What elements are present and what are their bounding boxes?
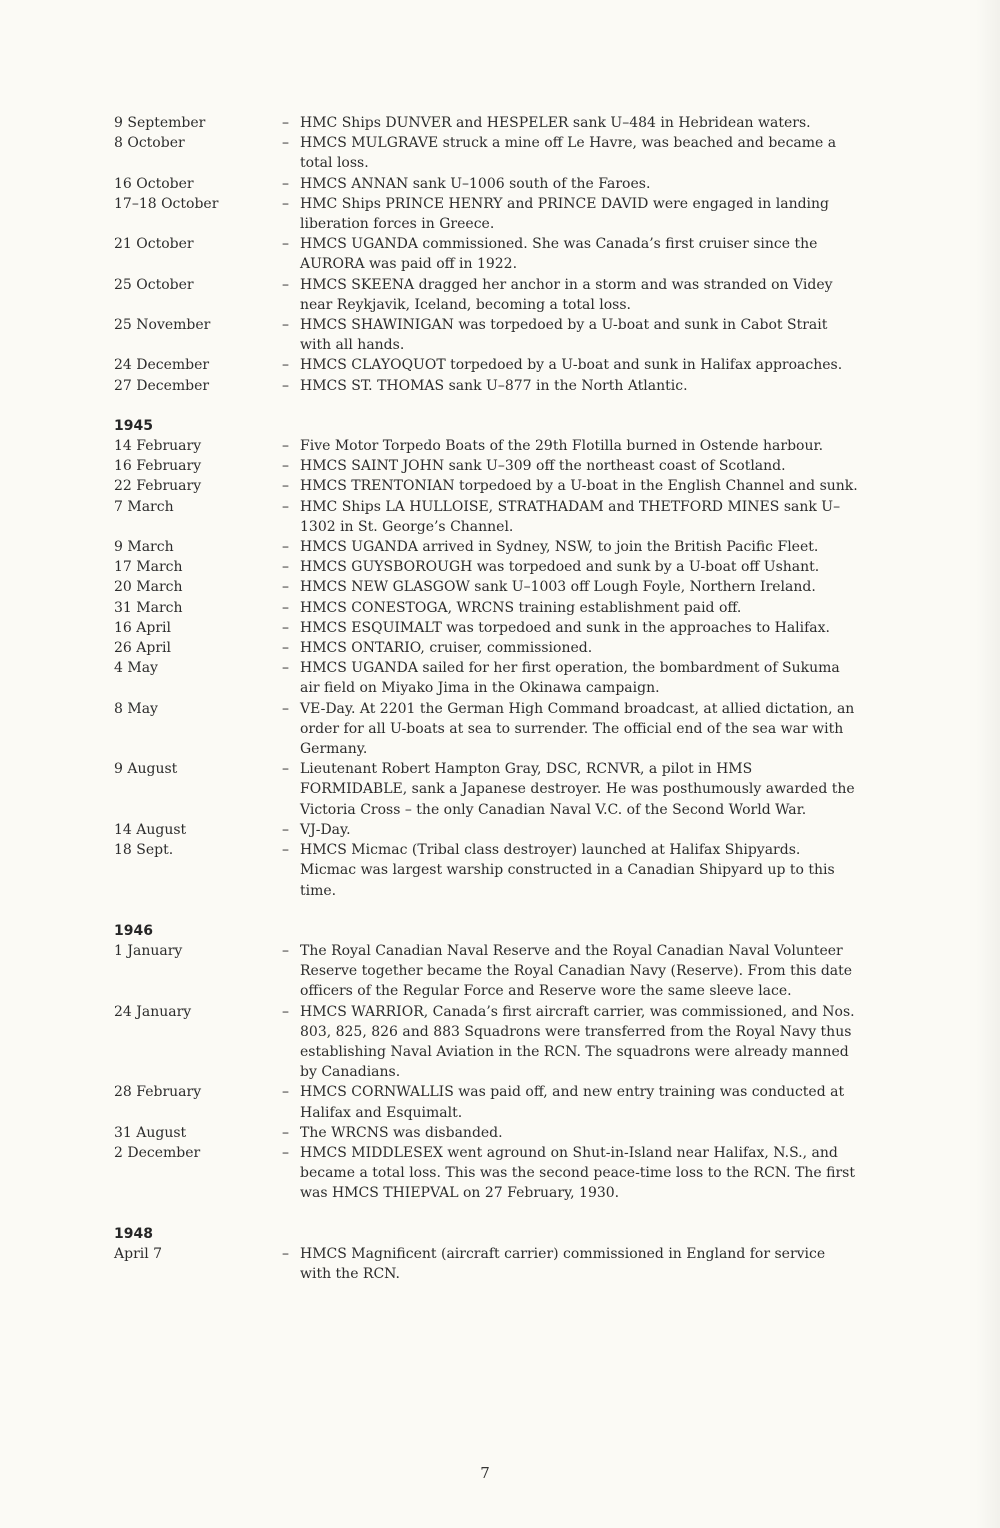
entry-date: 24 January — [114, 1003, 192, 1020]
entry-text: HMCS ESQUIMALT was torpedoed and sunk in the approaches to Halifax. — [300, 619, 831, 636]
entry-dash: – — [282, 1245, 289, 1262]
chronology-entry — [114, 113, 859, 133]
entry-date: 9 March — [114, 539, 174, 556]
entry-dash: – — [282, 660, 289, 677]
entry-date: 17 March — [114, 559, 183, 576]
entry-text: HMCS TRENTONIAN torpedoed by a U-boat in the English Channel and sunk. — [300, 478, 858, 495]
entry-text: HMCS Magnificent (aircraft carrier) commissioned in England for service with the RCN. — [300, 1245, 826, 1282]
entry-date: 27 December — [114, 377, 210, 394]
entry-text: HMCS MIDDLESEX went aground on Shut-in-Island near Halifax, N.S., and became a total loss. This was the second peace-time loss to the RCN. The first was HMCS THIEPVAL on 27 February, 1930. — [300, 1144, 855, 1202]
entry-description — [282, 1244, 859, 1284]
chronology-entry — [114, 598, 859, 618]
entry-description — [282, 234, 859, 274]
chronology-entry — [114, 497, 859, 537]
entry-text: HMCS GUYSBOROUGH was torpedoed and sunk by a U-boat off Ushant. — [300, 559, 820, 576]
entry-text: HMC Ships LA HULLOISE, STRATHADAM and THETFORD MINES sank U–1302 in St. George’s Channel. — [300, 498, 841, 535]
chronology-entry — [114, 315, 859, 355]
entry-description — [282, 436, 859, 456]
chronology-entry — [114, 759, 859, 820]
year-heading: 1948 — [114, 1225, 153, 1242]
chronology-entry — [114, 376, 859, 396]
chronology-entry — [114, 456, 859, 476]
entry-dash: – — [282, 599, 289, 616]
chronology-entry — [114, 941, 859, 1002]
entry-text: HMCS ST. THOMAS sank U–877 in the North Atlantic. — [300, 377, 688, 394]
chronology-entry — [114, 820, 859, 840]
entry-description — [282, 376, 859, 396]
entry-text: HMCS CORNWALLIS was paid off, and new entry training was conducted at Halifax and Esquimalt. — [300, 1084, 845, 1121]
entry-text: HMCS UGANDA commissioned. She was Canada’s first cruiser since the AURORA was paid off in 1922. — [300, 236, 818, 273]
entry-date: 1 January — [114, 942, 183, 959]
entry-text: HMCS ONTARIO, cruiser, commissioned. — [300, 640, 593, 657]
entry-dash: – — [282, 458, 289, 475]
entry-date: April 7 — [114, 1245, 163, 1262]
chronology-entry — [114, 577, 859, 597]
entry-date: 4 May — [114, 660, 158, 677]
entry-text: HMCS MULGRAVE struck a mine off Le Havre, was beached and became a total loss. — [300, 135, 837, 172]
entry-description — [282, 557, 859, 577]
entry-dash: – — [282, 619, 289, 636]
chronology-entry — [114, 174, 859, 194]
entry-dash: – — [282, 579, 289, 596]
entry-date: 14 February — [114, 438, 202, 455]
entry-date: 9 August — [114, 761, 178, 778]
entry-description — [282, 638, 859, 658]
entry-text: Five Motor Torpedo Boats of the 29th Flotilla burned in Ostende harbour. — [300, 438, 824, 455]
entry-date: 28 February — [114, 1084, 202, 1101]
entry-date: 8 October — [114, 135, 185, 152]
entry-dash: – — [282, 135, 289, 152]
entry-description — [282, 476, 859, 496]
chronology-entry — [114, 1002, 859, 1083]
chronology-list — [114, 113, 859, 1284]
entry-text: HMC Ships DUNVER and HESPELER sank U–484 in Hebridean waters. — [300, 115, 811, 131]
entry-dash: – — [282, 498, 289, 515]
entry-description — [282, 497, 859, 537]
year-section — [114, 921, 859, 1204]
entry-dash: – — [282, 236, 289, 253]
entry-dash: – — [282, 842, 289, 859]
entry-text: HMCS SHAWINIGAN was torpedoed by a U-boat and sunk in Cabot Strait with all hands. — [300, 317, 828, 354]
chronology-entry — [114, 557, 859, 577]
entry-date: 16 October — [114, 175, 194, 192]
entry-text: HMCS ANNAN sank U–1006 south of the Faroes. — [300, 175, 651, 192]
entry-dash: – — [282, 175, 289, 192]
entry-description — [282, 194, 859, 234]
entry-text: HMCS SAINT JOHN sank U–309 off the northeast coast of Scotland. — [300, 458, 786, 475]
entry-dash: – — [282, 1084, 289, 1101]
entry-date: 17–18 October — [114, 195, 219, 212]
entry-date: 21 October — [114, 236, 194, 253]
entry-description — [282, 598, 859, 618]
chronology-entry — [114, 638, 859, 658]
entry-text: HMCS SKEENA dragged her anchor in a storm and was stranded on Videy near Reykjavik, Iceland, becoming a total loss. — [300, 276, 833, 313]
entry-text: HMCS CONESTOGA, WRCNS training establishment paid off. — [300, 599, 742, 616]
entry-date: 31 August — [114, 1124, 187, 1141]
chronology-entry — [114, 618, 859, 638]
entry-text: Lieutenant Robert Hampton Gray, DSC, RCNVR, a pilot in HMS FORMIDABLE, sank a Japanese destroyer. He was posthumously awarded the Victoria Cross – the only Canadian Naval V.C. of the Second World War. — [300, 761, 855, 818]
entry-dash: – — [282, 1144, 289, 1161]
entry-dash: – — [282, 115, 289, 131]
entry-dash: – — [282, 276, 289, 293]
entry-description — [282, 275, 859, 315]
entry-date: 14 August — [114, 821, 187, 838]
page-number: 7 — [480, 1464, 490, 1482]
entry-dash: – — [282, 195, 289, 212]
year-heading: 1945 — [114, 417, 153, 434]
chronology-entry — [114, 658, 859, 698]
entry-dash: – — [282, 700, 289, 717]
entry-dash: – — [282, 438, 289, 455]
year-heading: 1946 — [114, 922, 153, 939]
entry-description — [282, 941, 859, 1002]
page-edge-shadow — [976, 0, 1000, 1528]
entry-description — [282, 759, 859, 820]
entry-text: The WRCNS was disbanded. — [300, 1124, 503, 1141]
entry-date: 20 March — [114, 579, 183, 596]
entry-description — [282, 537, 859, 557]
entry-dash: – — [282, 1003, 289, 1020]
entry-description — [282, 1082, 859, 1122]
entry-date: 25 October — [114, 276, 194, 293]
chronology-entry — [114, 234, 859, 274]
entry-date: 24 December — [114, 357, 210, 374]
entry-description — [282, 699, 859, 760]
entry-text: HMCS WARRIOR, Canada’s first aircraft carrier, was commissioned, and Nos. 803, 825, 826 and 883 Squadrons were transferred from the Royal Navy thus establishing Naval Aviation in the RCN. The squadrons were already manned by Canadians. — [300, 1003, 855, 1081]
entry-dash: – — [282, 761, 289, 778]
entry-dash: – — [282, 357, 289, 374]
entry-description — [282, 456, 859, 476]
entry-dash: – — [282, 559, 289, 576]
entry-description — [282, 658, 859, 698]
entry-dash: – — [282, 821, 289, 838]
entry-description — [282, 113, 859, 133]
entry-dash: – — [282, 377, 289, 394]
entry-description — [282, 577, 859, 597]
entry-description — [282, 315, 859, 355]
entry-description — [282, 1123, 859, 1143]
chronology-entry — [114, 476, 859, 496]
entry-description — [282, 355, 859, 375]
entry-text: VJ-Day. — [300, 821, 351, 838]
entry-text: HMCS NEW GLASGOW sank U–1003 off Lough Foyle, Northern Ireland. — [300, 579, 816, 596]
chronology-entry — [114, 133, 859, 173]
chronology-entry — [114, 1244, 859, 1284]
entry-date: 31 March — [114, 599, 183, 616]
entry-description — [282, 1143, 859, 1204]
entry-dash: – — [282, 539, 289, 556]
chronology-entry — [114, 275, 859, 315]
entry-dash: – — [282, 1124, 289, 1141]
entry-date: 22 February — [114, 478, 202, 495]
entry-dash: – — [282, 942, 289, 959]
entry-text: VE-Day. At 2201 the German High Command broadcast, at allied dictation, an order for all U-boats at sea to surrender. The official end of the sea war with Germany. — [300, 700, 855, 758]
chronology-entry — [114, 436, 859, 456]
entry-date: 9 September — [114, 115, 206, 131]
entry-text: HMC Ships PRINCE HENRY and PRINCE DAVID were engaged in landing liberation forces in Greece. — [300, 195, 830, 233]
entry-date: 26 April — [114, 640, 171, 657]
entry-text: HMCS Micmac (Tribal class destroyer) launched at Halifax Shipyards. Micmac was largest warship constructed in a Canadian Shipyard up to this time. — [300, 842, 835, 899]
chronology-entry — [114, 355, 859, 375]
entry-text: HMCS UGANDA arrived in Sydney, NSW, to join the British Pacific Fleet. — [300, 539, 819, 556]
chronology-entry — [114, 1123, 859, 1143]
entry-date: 16 April — [114, 619, 171, 636]
entry-date: 16 February — [114, 458, 202, 475]
entry-date: 18 Sept. — [114, 842, 174, 859]
entry-text: The Royal Canadian Naval Reserve and the Royal Canadian Naval Volunteer Reserve together became the Royal Canadian Navy (Reserve). From this date officers of the Regular Force and Reserve wore the same sleeve lace. — [300, 942, 853, 1000]
year-section — [114, 416, 859, 901]
entry-date: 2 December — [114, 1144, 201, 1161]
entry-text: HMCS CLAYOQUOT torpedoed by a U-boat and sunk in Halifax approaches. — [300, 357, 843, 374]
chronology-entry — [114, 1082, 859, 1122]
chronology-entry — [114, 699, 859, 760]
chronology-entry — [114, 537, 859, 557]
entry-text: HMCS UGANDA sailed for her first operation, the bombardment of Sukuma air field on Miyako Jima in the Okinawa campaign. — [300, 660, 840, 697]
chronology-entry — [114, 194, 859, 234]
entry-dash: – — [282, 640, 289, 657]
entry-date: 25 November — [114, 317, 211, 334]
entry-description — [282, 820, 859, 840]
entry-date: 8 May — [114, 700, 158, 717]
entry-description — [282, 133, 859, 173]
entry-dash: – — [282, 317, 289, 334]
entry-dash: – — [282, 478, 289, 495]
entry-description — [282, 174, 859, 194]
year-section — [114, 1224, 859, 1285]
entry-date: 7 March — [114, 498, 174, 515]
entry-description — [282, 618, 859, 638]
entry-description — [282, 1002, 859, 1083]
chronology-entry — [114, 1143, 859, 1204]
entry-description — [282, 840, 859, 901]
year-section — [114, 113, 859, 396]
chronology-entry — [114, 840, 859, 901]
